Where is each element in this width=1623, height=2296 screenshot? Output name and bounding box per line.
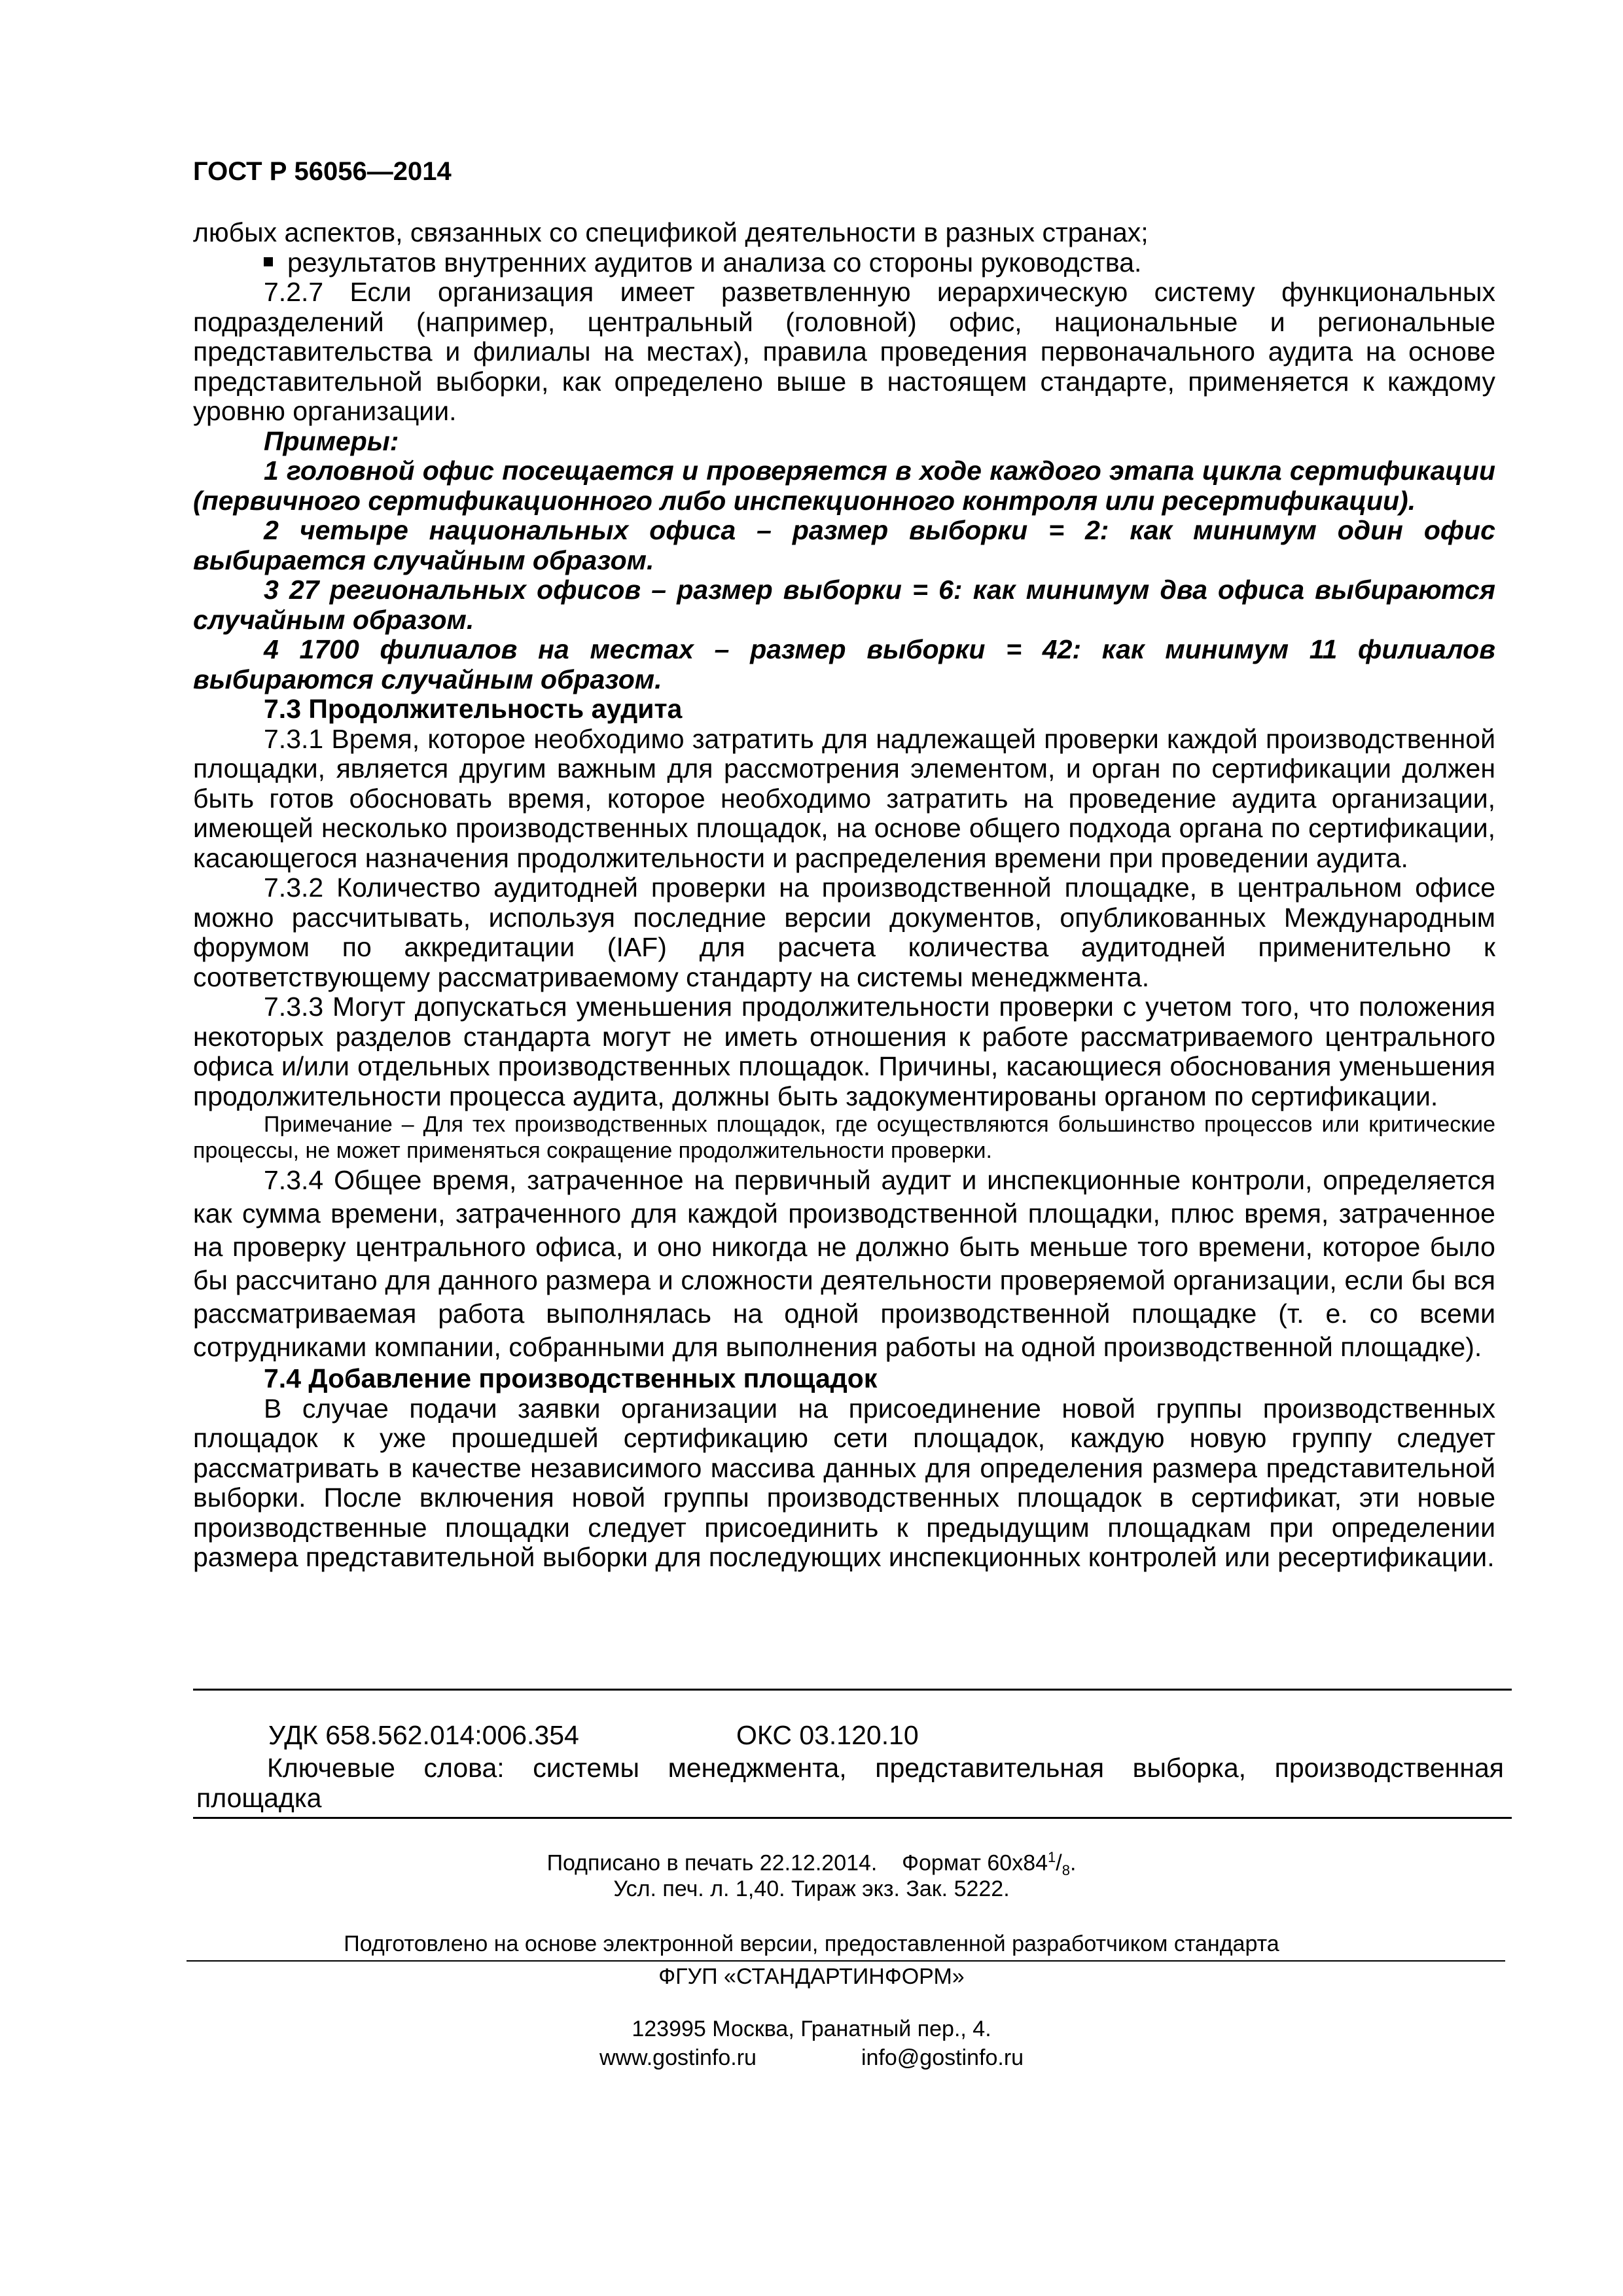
divider	[187, 1960, 1505, 1962]
divider	[193, 1817, 1512, 1819]
example-item: 2 четыре национальных офиса – размер выборки = 2: как минимум один офис выбирается случайным образом.	[193, 515, 1495, 575]
format-denominator: 8	[1061, 1862, 1070, 1879]
format-label: Формат 60х84	[902, 1850, 1048, 1876]
website-link[interactable]: www.gostinfo.ru	[599, 2045, 757, 2070]
section-heading: 7.3 Продолжительность аудита	[264, 694, 683, 724]
udk-code: УДК 658.562.014:006.354	[268, 1720, 579, 1750]
paragraph: 7.3.2 Количество аудитодней проверки на производственной площадке, в центральном офисе можно рассчитывать, используя последние версии документов, опубликованных Международным форумом по аккредитации (IAF) для расчета количества аудитодней применительно к соответствующему рассматриваемому стандарту на системы менеджмента.	[193, 872, 1495, 992]
example-item: 4 1700 филиалов на местах – размер выборки = 42: как минимум 11 филиалов выбираются случайным образом.	[193, 634, 1495, 694]
paragraph: 7.3.4 Общее время, затраченное на первичный аудит и инспекционные контроли, определяется как сумма времени, затраченного для каждой производственной площадки, плюс время, затраченное на проверку центрального офиса, и оно никогда не должно быть меньше того времени, которое было бы рассчитано для данного размера и сложности деятельности проверяемой организации, если бы вся рассматриваемая работа выполнялась на одной производственной площадке (т. е. со всеми сотрудниками компании, собранными для выполнения работы на одной производственной площадке).	[193, 1165, 1495, 1362]
example-item: 1 головной офис посещается и проверяется в ходе каждого этапа цикла сертификации (первичного сертификационного либо инспекционного контроля или ресертификации).	[193, 456, 1495, 516]
bullet-text: результатов внутренних аудитов и анализа со стороны руководства.	[287, 247, 1142, 278]
oks-code: ОКС 03.120.10	[736, 1720, 919, 1750]
publisher: ФГУП «СТАНДАРТИНФОРМ»	[658, 1964, 965, 1989]
classification-block	[196, 1720, 1504, 1813]
divider	[193, 1689, 1512, 1691]
imprint-print-sheets: Усл. печ. л. 1,40. Тираж экз. Зак. 5222.	[613, 1876, 1010, 1901]
example-item: 3 27 региональных офисов – размер выборки = 6: как минимум два офиса выбираются случайным образом.	[193, 575, 1495, 635]
paragraph: В случае подачи заявки организации на присоединение новой группы производственных площадок к уже прошедшей сертификацию сети площадок, каждую новую группу следует рассматривать в качестве независимого массива данных для определения размера представительной выборки. После включения новой группы производственных площадок в сертификат, эти новые производственные площадки следует присоединить к предыдущим площадкам при определении размера представительной выборки для последующих инспекционных контролей или ресертификации.	[193, 1393, 1495, 1572]
publisher-address: 123995 Москва, Гранатный пер., 4.	[632, 2017, 991, 2041]
format-numerator: 1	[1048, 1849, 1056, 1865]
signed-date: Подписано в печать 22.12.2014.	[546, 1850, 878, 1876]
standard-number-header: ГОСТ Р 56056—2014	[193, 157, 452, 186]
format-suffix: .	[1069, 1850, 1077, 1876]
classification-codes	[196, 1720, 1504, 1753]
imprint-signed: Подписано в печать 22.12.2014. Формат $60х84^1/_8$.	[546, 1849, 1077, 1879]
paragraph: любых аспектов, связанных со спецификой деятельности в разных странах;	[193, 217, 1149, 247]
publisher-contacts	[0, 2045, 1623, 2071]
keywords: Ключевые слова: системы менеджмента, представительная выборка, производственная площадка	[196, 1753, 1504, 1813]
paragraph: 7.3.1 Время, которое необходимо затратить для надлежащей проверки каждой производственной площадки, является другим важным для рассмотрения элементом, и орган по сертификации должен быть готов обосновать время, которое необходимо затратить на проведение аудита организации, имеющей несколько производственных площадок, на основе общего подхода органа по сертификации, касающегося назначения продолжительности и распределения времени при проведении аудита.	[193, 723, 1495, 873]
email-link[interactable]: info@gostinfo.ru	[861, 2045, 1024, 2070]
prepared-note: Подготовлено на основе электронной версии, предоставленной разработчиком стандарта	[344, 1931, 1279, 1956]
examples-heading: Примеры:	[264, 425, 399, 456]
body-text	[193, 218, 1495, 1573]
section-heading: 7.4 Добавление производственных площадок	[264, 1363, 878, 1393]
paragraph: 7.3.3 Могут допускаться уменьшения продолжительности проверки с учетом того, что положения некоторых разделов стандарта могут не иметь отношения к работе рассматриваемого центрального офиса и/или отдельных производственных площадок. Причины, касающиеся обоснования уменьшения продолжительности процесса аудита, должны быть задокументированы органом по сертификации.	[193, 992, 1495, 1111]
paragraph: 7.2.7 Если организация имеет разветвленную иерархическую систему функциональных подразделений (например, центральный (головной) офис, национальные и региональные представительства и филиалы на местах), правила проведения первоначального аудита на основе представительной выборки, как определено выше в настоящем стандарте, применяется к каждому уровню организации.	[193, 277, 1495, 426]
bullet-icon	[264, 257, 273, 266]
bullet-item	[193, 248, 1495, 278]
note: Примечание – Для тех производственных площадок, где осуществляются большинство процессов или критические процессы, не может применяться сокращение продолжительности проверки.	[193, 1112, 1495, 1163]
